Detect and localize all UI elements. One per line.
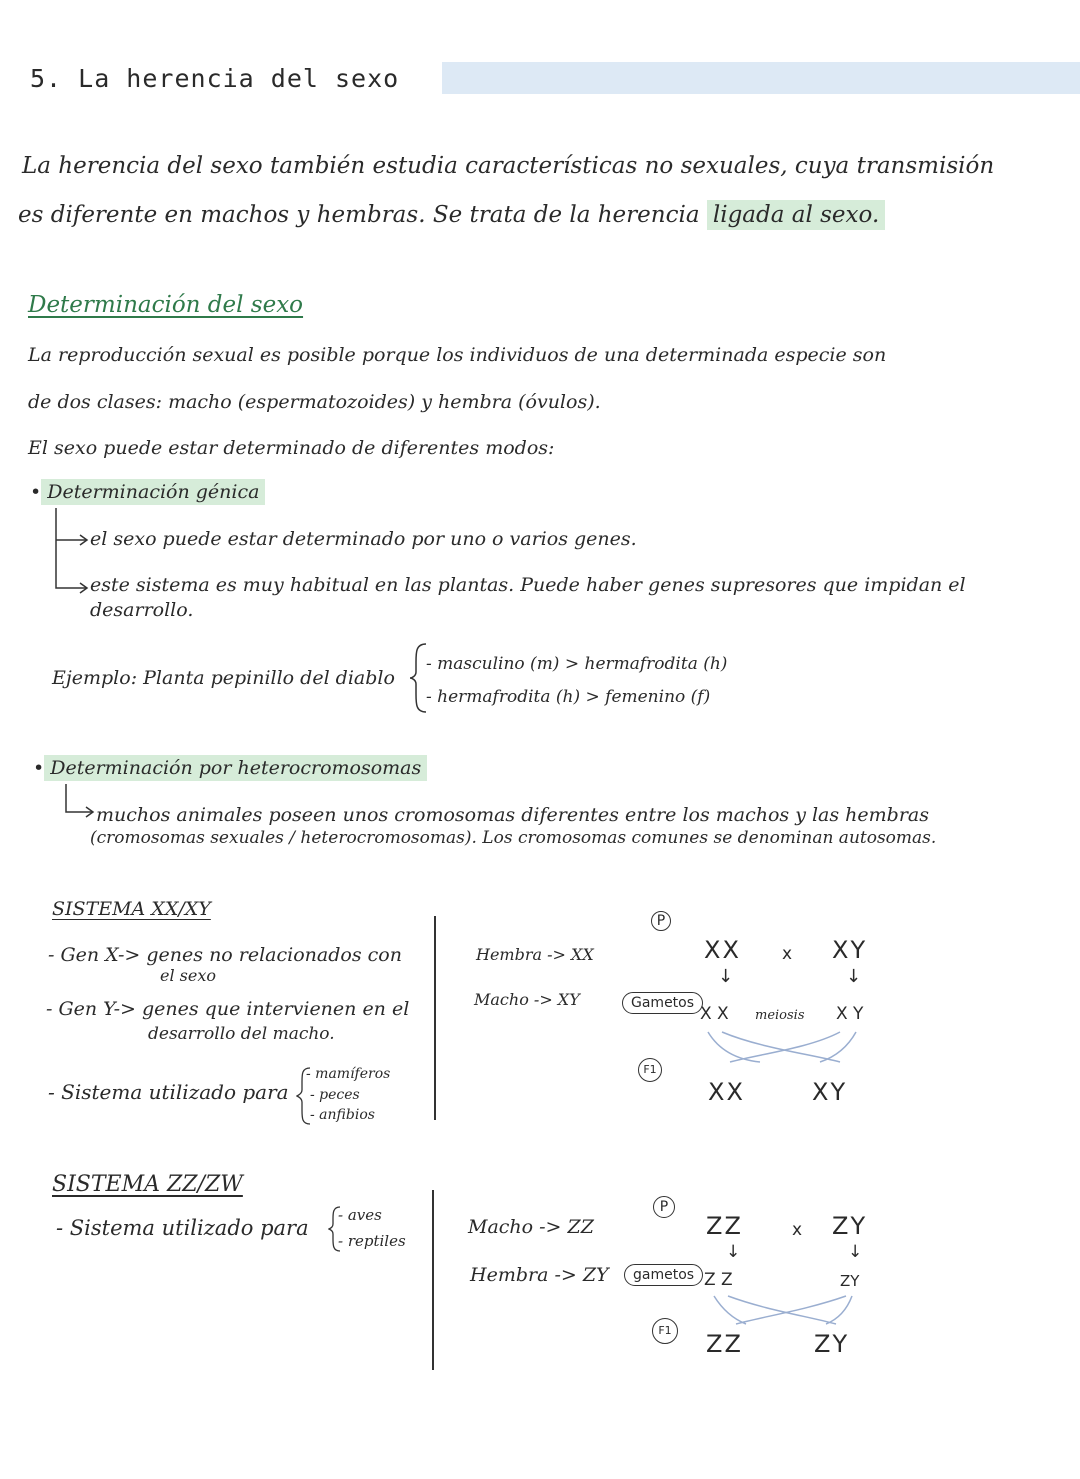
example-label: Ejemplo: Planta pepinillo del diablo xyxy=(52,667,395,689)
system-zw-title: SISTEMA ZZ/ZW xyxy=(52,1172,243,1197)
bullet-dot: • xyxy=(30,481,42,503)
section-heading-determinacion: Determinación del sexo xyxy=(28,292,304,318)
use-anfibios: - anfibios xyxy=(310,1107,375,1123)
divider-zw xyxy=(432,1190,434,1370)
arrow-down-xy: ↓ xyxy=(846,966,862,987)
gamete-xx: X X xyxy=(700,1004,729,1024)
divider-xy xyxy=(434,916,436,1120)
label-p-zw: P xyxy=(653,1196,675,1218)
arrow-down-zy: ↓ xyxy=(848,1242,863,1262)
zw-macho: Macho -> ZZ xyxy=(468,1216,594,1238)
zw-uso: - Sistema utilizado para xyxy=(56,1216,309,1240)
paragraph-line-2: de dos clases: macho (espermatozoides) y hembra (óvulos). xyxy=(28,391,601,413)
label-gametos-zw: gametos xyxy=(624,1264,703,1286)
f1-zy: ZY xyxy=(814,1330,850,1358)
gen-x-line: - Gen X-> genes no relacionados con xyxy=(48,944,402,966)
cross-arrows-zw xyxy=(706,1292,866,1328)
label-f1-zw: F1 xyxy=(652,1318,678,1344)
cross-symbol-xy: x xyxy=(782,944,793,964)
intro-line-2 xyxy=(18,202,885,228)
highlight-ligada: ligada al sexo. xyxy=(707,200,885,230)
xy-macho: Macho -> XY xyxy=(474,990,580,1009)
hetero-line-2: (cromosomas sexuales / heterocromosomas). Los cromosomas comunes se denominan autosomas. xyxy=(90,828,937,848)
genica-point-1: el sexo puede estar determinado por uno o varios genes. xyxy=(90,528,637,550)
page-title: 5. La herencia del sexo xyxy=(30,64,400,93)
arrow-down-xx: ↓ xyxy=(718,966,734,987)
cross-arrows-xy xyxy=(700,1028,870,1068)
genica-point-2a: este sistema es muy habitual en las plantas. Puede haber genes supresores que impidan el xyxy=(90,574,966,596)
meiosis-label: meiosis xyxy=(755,1008,805,1023)
gamete-zz: Z Z xyxy=(704,1270,733,1290)
parent-zz: ZZ xyxy=(706,1212,743,1240)
example-item-1: - masculino (m) > hermafrodita (h) xyxy=(426,654,728,674)
use-aves: - aves xyxy=(338,1206,382,1224)
parent-xx: XX xyxy=(704,936,741,964)
cross-symbol-zw: x xyxy=(792,1220,803,1240)
bullet-genica xyxy=(30,481,265,503)
gen-y-cont: desarrollo del macho. xyxy=(148,1024,335,1044)
xy-uso: - Sistema utilizado para xyxy=(48,1080,289,1104)
gamete-xy: X Y xyxy=(836,1004,864,1024)
gen-y-line: - Gen Y-> genes que intervienen en el xyxy=(46,998,410,1020)
f1-xy: XY xyxy=(812,1078,848,1106)
example-item-2: - hermafrodita (h) > femenino (f) xyxy=(426,687,711,707)
paragraph-line-1: La reproducción sexual es posible porque los individuos de una determinada especie son xyxy=(28,344,887,366)
zw-hembra: Hembra -> ZY xyxy=(470,1264,609,1286)
hetero-line-1: muchos animales poseen unos cromosomas diferentes entre los machos y las hembras xyxy=(96,804,929,826)
parent-xy: XY xyxy=(832,936,868,964)
f1-xx: XX xyxy=(708,1078,745,1106)
label-f1-xy: F1 xyxy=(638,1058,662,1082)
arrow-down-zz: ↓ xyxy=(726,1242,741,1262)
gen-x-cont: el sexo xyxy=(160,966,217,985)
intro-line-2-text: es diferente en machos y hembras. Se trata de la herencia xyxy=(18,202,700,228)
arrow-hetero xyxy=(60,784,100,820)
use-peces: - peces xyxy=(310,1087,360,1103)
label-genica: Determinación génica xyxy=(41,479,265,505)
f1-zz: ZZ xyxy=(706,1330,743,1358)
use-reptiles: - reptiles xyxy=(338,1232,406,1250)
intro-line-1: La herencia del sexo también estudia características no sexuales, cuya transmisión xyxy=(22,153,995,179)
label-hetero: Determinación por heterocromosomas xyxy=(44,755,427,781)
gamete-zy: ZY xyxy=(840,1272,860,1290)
label-p-xy: P xyxy=(651,911,671,931)
paragraph-line-3: El sexo puede estar determinado de diferentes modos: xyxy=(28,437,555,459)
parent-zy: ZY xyxy=(832,1212,868,1240)
header-band xyxy=(442,62,1080,94)
bullet-dot: • xyxy=(33,757,45,779)
system-xy-title: SISTEMA XX/XY xyxy=(52,898,211,920)
use-mamiferos: - mamíferos xyxy=(306,1066,391,1082)
genica-point-2b: desarrollo. xyxy=(90,599,194,621)
xy-hembra: Hembra -> XX xyxy=(476,945,594,964)
label-gametos-xy: Gametos xyxy=(622,992,703,1014)
bullet-hetero xyxy=(33,757,427,779)
